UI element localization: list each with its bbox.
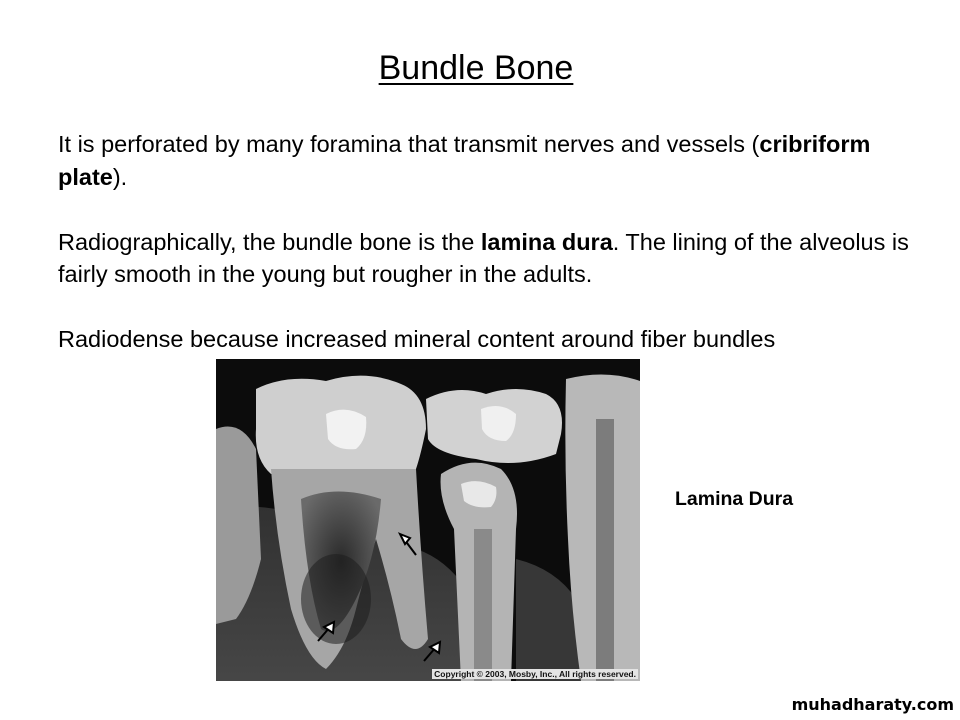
paragraph-text: Radiographically, the bundle bone is the (58, 228, 481, 255)
figure-caption: Lamina Dura (675, 488, 794, 510)
term-lamina-dura: lamina dura (480, 228, 613, 255)
paragraph-text: . The lining of the alveolus is fairly smooth in the young but rougher in the adults. (58, 228, 909, 287)
site-watermark: muhadharaty.com (791, 695, 954, 714)
dental-radiograph (216, 359, 640, 681)
radiograph-image (216, 359, 640, 681)
term-cribriform-plate: cribriform plate (58, 131, 871, 190)
copyright-notice: Copyright © 2003, Mosby, Inc., All rights reserved. (434, 669, 636, 679)
paragraph-radiographic (58, 226, 928, 291)
slide-title: Bundle Bone (378, 49, 574, 87)
paragraph-radiodense: Radiodense because increased mineral content around fiber bundles (58, 326, 776, 352)
paragraph-cribriform (58, 128, 928, 193)
slide-body (58, 128, 928, 388)
paragraph-text: ). (112, 163, 128, 190)
paragraph-text: It is perforated by many foramina that transmit nerves and vessels ( (58, 131, 760, 157)
